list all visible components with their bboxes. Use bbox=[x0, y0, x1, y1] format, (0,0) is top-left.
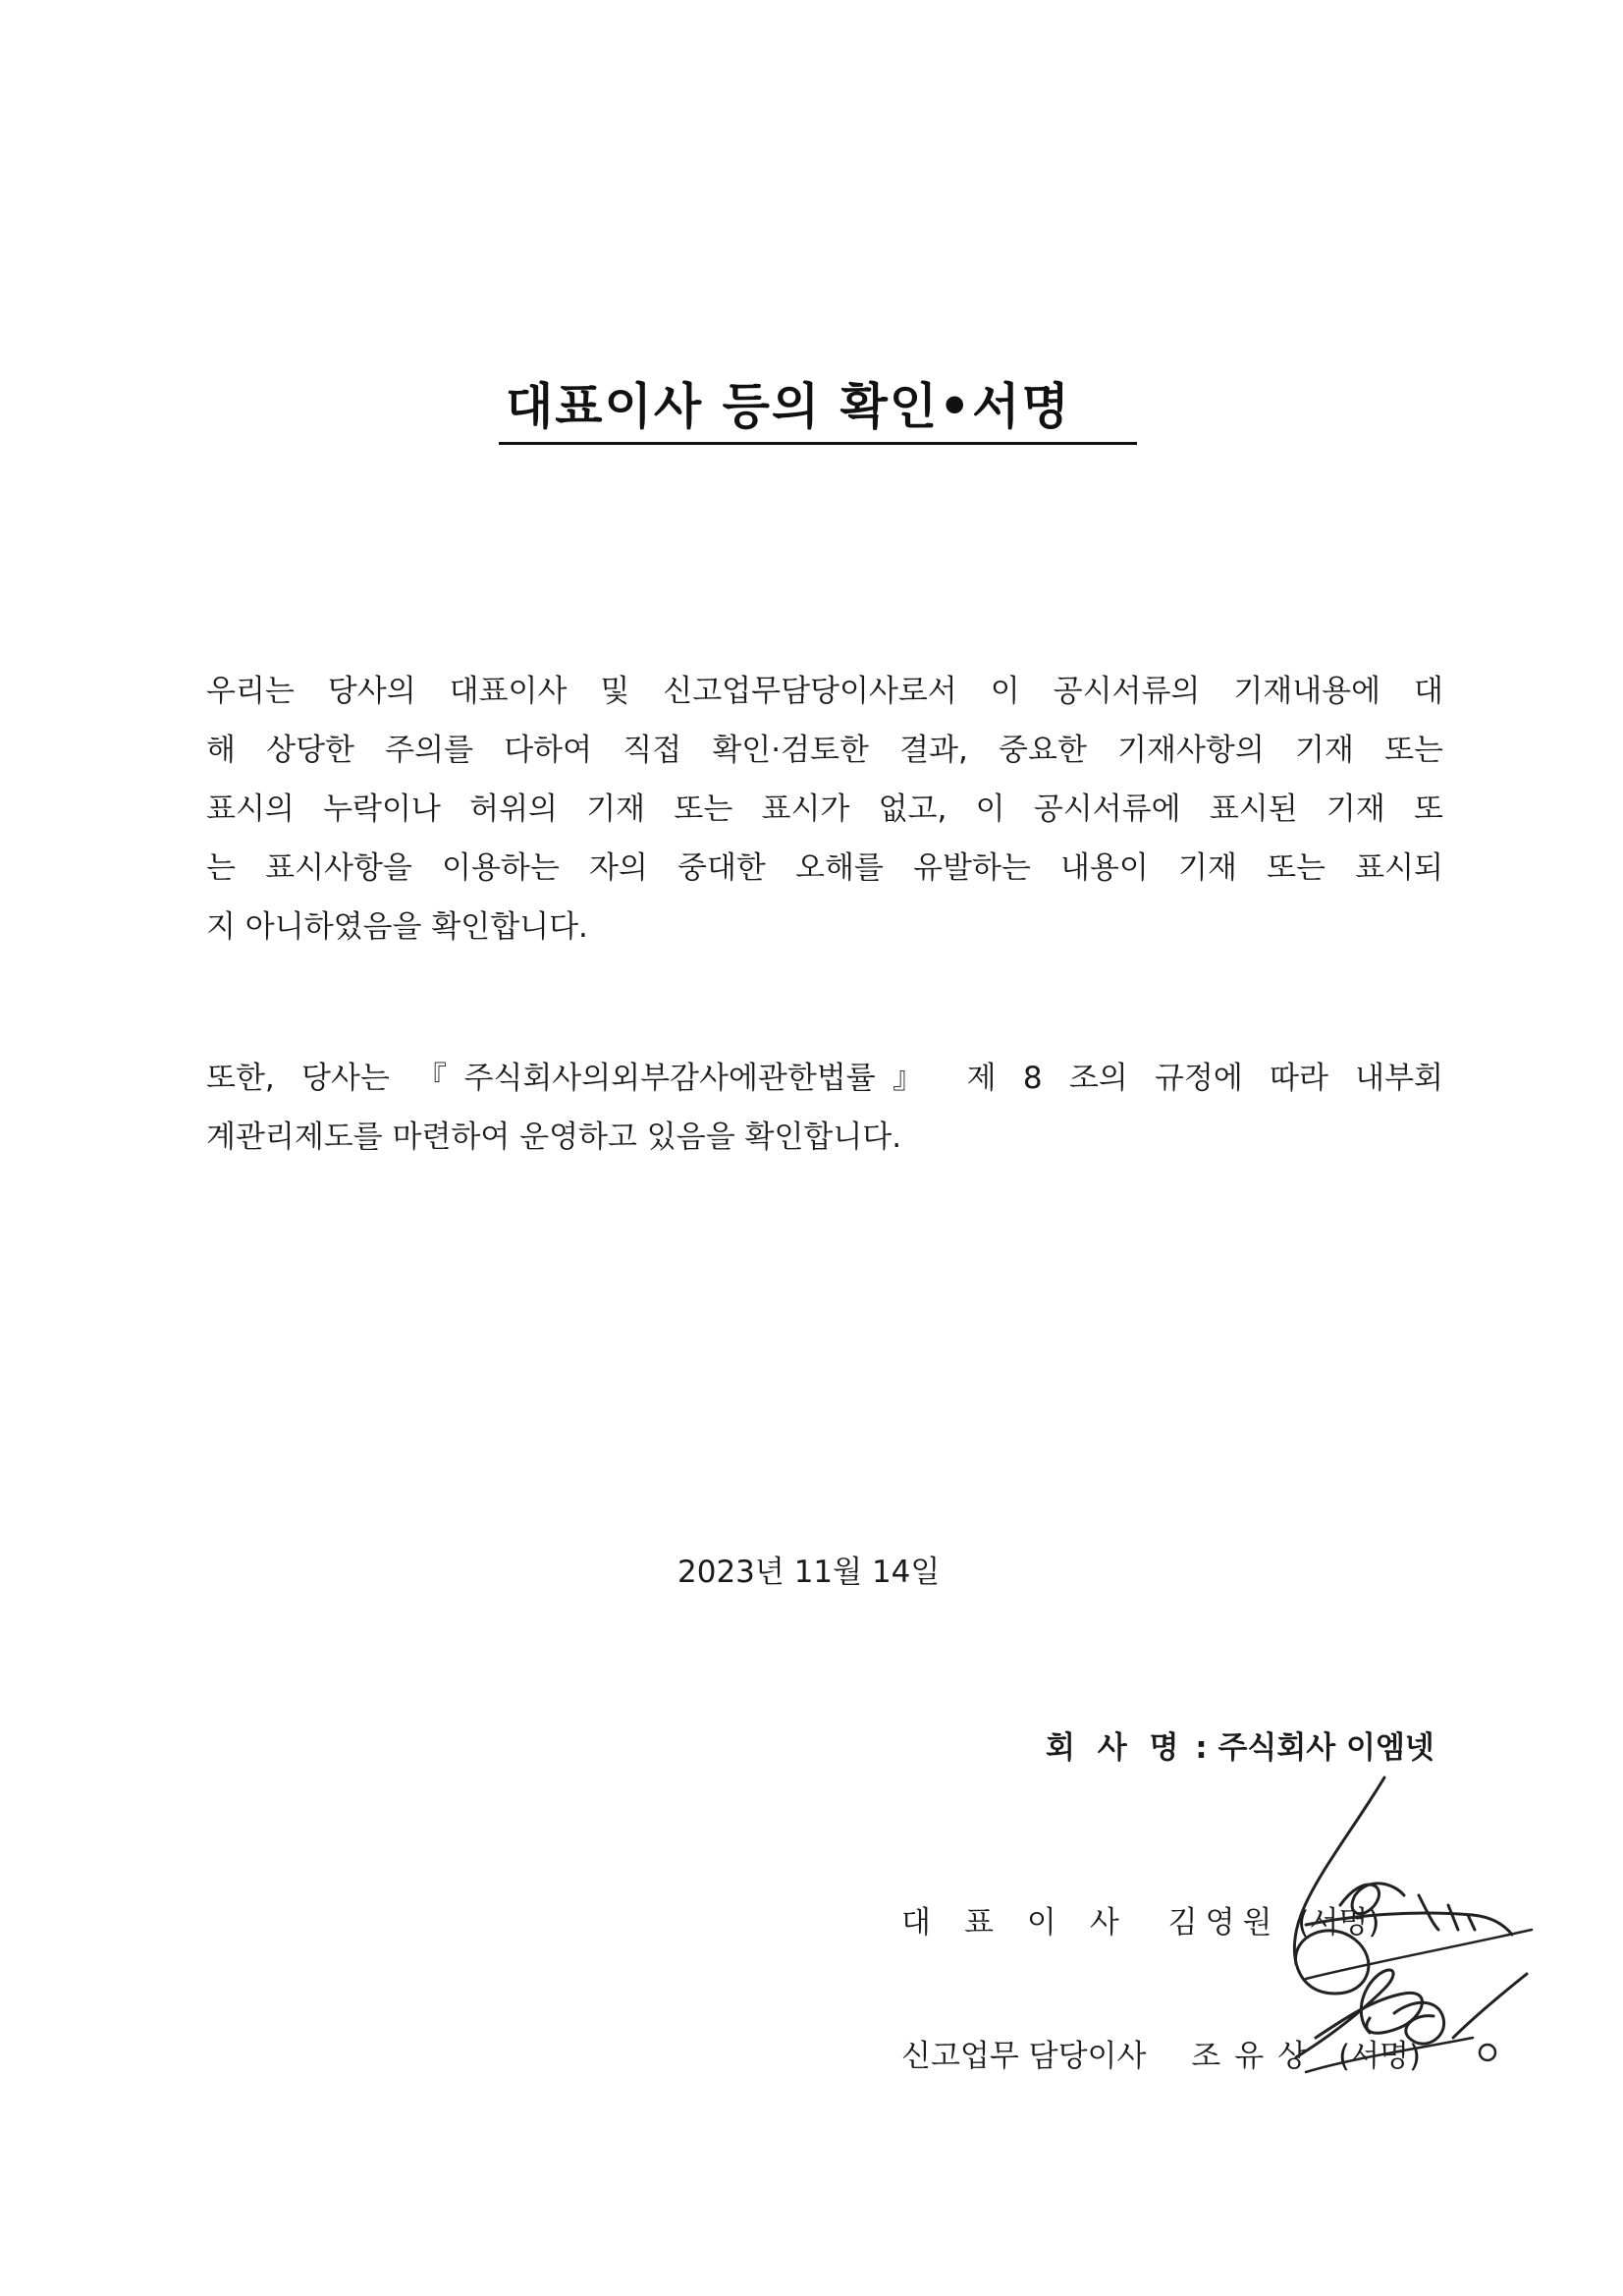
company-label: 회 사 명 bbox=[1046, 1730, 1185, 1766]
paragraph-line: 해 상당한 주의를 다하여 직접 확인·검토한 결과, 중요한 기재사항의 기재 또는 bbox=[206, 733, 1443, 768]
document-date: 2023년 11월 14일 bbox=[677, 1555, 941, 1590]
paragraph-line: 표시의 누락이나 허위의 기재 또는 표시가 없고, 이 공시서류에 표시된 기재 또 bbox=[206, 792, 1443, 827]
document-title: 대표이사 등의 확인•서명 bbox=[506, 378, 1071, 435]
signer-row-disclosure-officer bbox=[901, 2031, 1421, 2075]
company-separator: : bbox=[1195, 1730, 1208, 1766]
paragraph-line: 계관리제도를 마련하여 운영하고 있음을 확인합니다. bbox=[206, 1120, 902, 1155]
signer-row-ceo bbox=[901, 1897, 1380, 1941]
paragraph-line: 는 표시사항을 이용하는 자의 중대한 오해를 유발하는 내용이 기재 또는 표시되 bbox=[206, 850, 1443, 886]
company-name: 주식회사 이엠넷 bbox=[1217, 1730, 1434, 1766]
signer-role: 신고업무 담당이사 bbox=[901, 2039, 1147, 2074]
signer-role: 대표이사 bbox=[901, 1905, 1153, 1941]
internal-control-paragraph bbox=[206, 1049, 1443, 1167]
signer-name: 조유상 bbox=[1191, 2039, 1322, 2074]
company-line bbox=[1046, 1722, 1434, 1767]
paragraph-line: 또한, 당사는 『주식회사의외부감사에관한법률』 제 8 조의 규정에 따라 내부회 bbox=[206, 1061, 1443, 1096]
signature-mark: (서명) bbox=[1297, 1905, 1380, 1941]
signature-mark: (서명) bbox=[1337, 2039, 1422, 2074]
title-underline bbox=[499, 442, 1137, 445]
signer-name: 김영원 bbox=[1167, 1905, 1280, 1941]
confirmation-paragraph bbox=[206, 662, 1443, 957]
ceo-handwritten-signature bbox=[1247, 1768, 1542, 2023]
paragraph-line: 지 아니하였음을 확인합니다. bbox=[206, 909, 588, 945]
paragraph-line: 우리는 당사의 대표이사 및 신고업무담당이사로서 이 공시서류의 기재내용에 대 bbox=[206, 674, 1443, 709]
